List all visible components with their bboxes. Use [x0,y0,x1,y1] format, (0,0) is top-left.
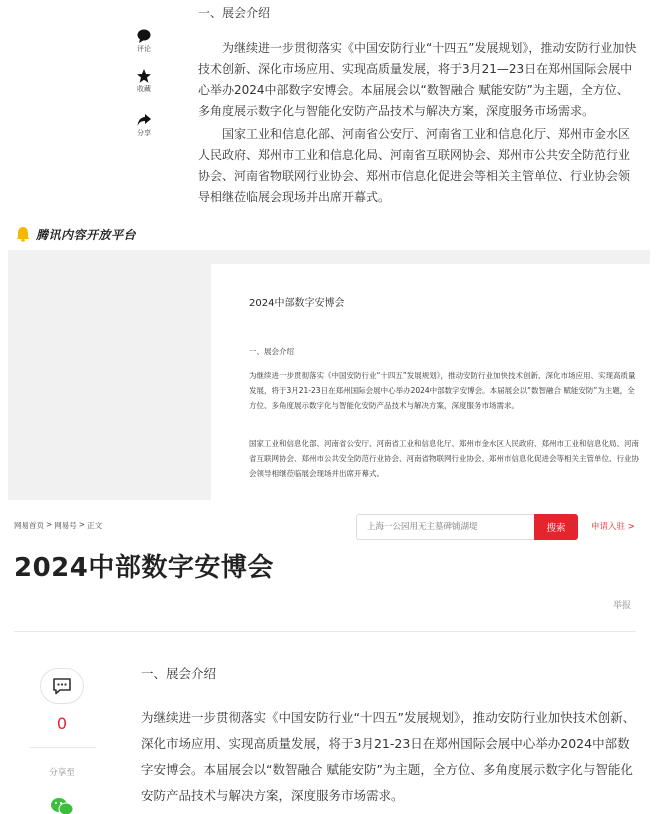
preview-card [211,264,650,500]
star-icon [136,68,152,84]
article-title: 2024中部数字安博会 [14,553,274,583]
search-input[interactable] [356,514,534,540]
section-heading: 一、展会介绍 [198,6,271,20]
collect-action[interactable] [118,68,170,94]
preview-paragraph-2: 国家工业和信息化部、河南省公安厅、河南省工业和信息化厅、郑州市金水区人民政府、郑州市工业和信息化局、河南省互联网协会、郑州市公共安全防范行业协会、河南省物联网行业协会、郑州市信息化促进会等相关主管单位、行业协会领导相继莅临展会现场并出席开幕式。 [249,439,639,478]
article-paragraph-2: 国家工业和信息化部、河南省公安厅、河南省工业和信息化厅、郑州市金水区人民政府、郑州市工业和信息化局、河南省互联网协会、郑州市公共安全防范行业协会、河南省物联网行业协会、郑州市信息化促进会等相关主管单位、行业协会领导相继莅临展会现场并出席开幕式。 [198,127,631,204]
sidebar-cut-label [118,0,170,1]
tencent-brand[interactable] [16,224,136,244]
comment-icon [136,28,152,44]
share-label: 分享 [137,129,151,137]
comment-action[interactable] [118,28,170,54]
search-button[interactable]: 搜索 [534,514,578,540]
article-paragraph-1: 为继续进一步贯彻落实《中国安防行业“十四五”发展规划》，推动安防行业加快技术创新、深化市场应用、实现高质量发展，将于3月21—23日在郑州国际会展中心举办2024中部数字安博会。本届展会以“数智融合 赋能安防”为主题，全方位、多角度展示数字化与智能化安防产品技术与解决方案，深度服务市场需求。 [198,41,637,118]
article-paragraph-1: 为继续进一步贯彻落实《中国安防行业“十四五”发展规划》，推动安防行业加快技术创新、深化市场应用、实现高质量发展，将于3月21-23日在郑州国际会展中心举办2024中部数字安博会。本届展会以“数智融合 赋能安防”为主题，全方位、多角度展示数字化与智能化安防产品技术与解决方案，深度服务市场需求。 [141,710,636,803]
article-section-top [0,0,657,215]
breadcrumb-separator: > [78,520,86,529]
breadcrumb-netease-hao[interactable]: 网易号 [54,521,77,530]
share-icon [136,112,152,128]
comment-count[interactable]: 0 [56,714,68,733]
breadcrumb [14,520,102,531]
apply-join-link[interactable]: 申请入驻 > [591,522,635,532]
comment-icon [52,677,72,695]
brand-text: 腾讯内容开放平台 [36,227,137,242]
comment-label: 评论 [137,45,151,53]
comment-button[interactable] [40,668,84,704]
preview-paragraph-1: 为继续进一步贯彻落实《中国安防行业“十四五”发展规划》，推动安防行业加快技术创新、深化市场应用、实现高质量发展，将于3月21-23日在郑州国际会展中心举办2024中部数字安博会。本届展会以“数智融合 赋能安防”为主题，全方位、多角度展示数字化与智能化安防产品技术与解决方案，深度服务市场需求。 [249,371,636,410]
breadcrumb-separator: > [46,520,53,529]
title-divider [14,631,636,632]
section-heading: 一、展会介绍 [141,666,217,681]
wechat-icon[interactable] [50,796,74,814]
preview-section [8,250,650,500]
breadcrumb-home[interactable]: 网易首页 [14,521,44,530]
breadcrumb-current: 正文 [87,521,103,530]
preview-heading: 一、展会介绍 [249,347,294,356]
preview-title: 2024中部数字安博会 [249,298,345,309]
report-link[interactable]: 举报 [613,601,632,611]
share-to-label: 分享至 [49,768,75,778]
sidebar-divider [30,747,96,748]
sidebar-cut-item [118,0,170,2]
bell-logo-icon [16,226,30,242]
share-action[interactable] [118,112,170,138]
collect-label: 收藏 [137,85,151,93]
